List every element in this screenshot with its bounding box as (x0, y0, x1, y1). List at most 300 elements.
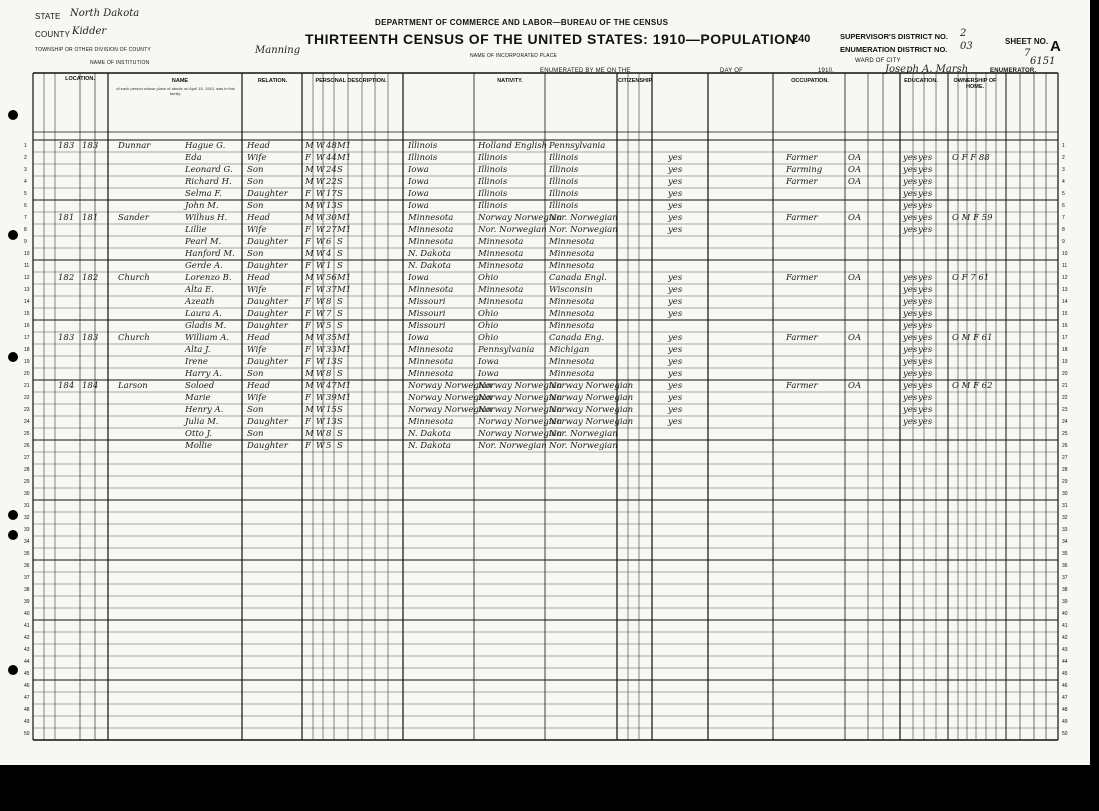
cell-can-read: yes (903, 417, 918, 427)
cell-age: 22 (326, 177, 337, 187)
ward-label: WARD OF CITY (855, 58, 901, 64)
page-title: THIRTEENTH CENSUS OF THE UNITED STATES: 1910—POPULATION (305, 31, 797, 47)
cell-marital: S (337, 369, 343, 379)
cell-father-birthplace: Minnesota (478, 285, 524, 295)
cell-can-read: yes (903, 165, 918, 175)
cell-mother-birthplace: Minnesota (549, 357, 595, 367)
row-number-left: 7 (24, 215, 27, 221)
cell-race: W (316, 213, 325, 223)
cell-can-write: yes (918, 333, 933, 343)
row-number-left: 42 (24, 635, 30, 641)
cell-birthplace: Illinois (408, 153, 438, 163)
cell-birthplace: Minnesota (408, 237, 454, 247)
row-number-left: 45 (24, 671, 30, 677)
cell-sex: M (305, 369, 314, 379)
row-number-left: 34 (24, 539, 30, 545)
cell-marital: M1 (337, 141, 352, 151)
cell-can-read: yes (903, 201, 918, 211)
row-number-left: 10 (24, 251, 30, 257)
township-label: TOWNSHIP OR OTHER DIVISION OF COUNTY (35, 47, 151, 53)
cell-age: 30 (326, 213, 337, 223)
row-number-right: 45 (1062, 671, 1068, 677)
row-number-left: 22 (24, 395, 30, 401)
enumeration-label: ENUMERATION DISTRICT NO. (840, 45, 948, 54)
cell-marital: S (337, 441, 343, 451)
cell-can-read: yes (903, 285, 918, 295)
cell-employer: OA (848, 273, 862, 283)
cell-race: W (316, 177, 325, 187)
cell-employer: OA (848, 177, 862, 187)
cell-marital: S (337, 297, 343, 307)
cell-dwelling: 183 (58, 141, 75, 151)
corner-number: 6151 (1030, 56, 1056, 67)
row-number-right: 14 (1062, 299, 1068, 305)
cell-age: 48 (326, 141, 337, 151)
row-number-left: 37 (24, 575, 30, 581)
row-number-right: 10 (1062, 251, 1068, 257)
cell-family: 183 (82, 333, 99, 343)
row-number-right: 24 (1062, 419, 1068, 425)
cell-father-birthplace: Norway Norwegian (478, 417, 563, 427)
row-number-right: 42 (1062, 635, 1068, 641)
cell-speaks-english: yes (668, 345, 683, 355)
row-number-left: 18 (24, 347, 30, 353)
row-number-left: 28 (24, 467, 30, 473)
cell-sex: M (305, 249, 314, 259)
cell-marital: M1 (337, 285, 352, 295)
cell-sex: F (305, 345, 311, 355)
cell-relation: Son (247, 405, 264, 415)
cell-father-birthplace: Iowa (478, 357, 499, 367)
row-number-right: 50 (1062, 731, 1068, 737)
col-personal: PERSONAL DESCRIPTION. (315, 78, 387, 84)
row-number-right: 36 (1062, 563, 1068, 569)
row-number-right: 29 (1062, 479, 1068, 485)
cell-birthplace: N. Dakota (408, 249, 451, 259)
cell-mother-birthplace: Illinois (549, 189, 579, 199)
cell-age: 37 (326, 285, 337, 295)
row-number-right: 13 (1062, 287, 1068, 293)
col-ownership: OWNERSHIP OF HOME. (953, 78, 997, 90)
cell-race: W (316, 405, 325, 415)
supervisor-value: 2 (960, 28, 967, 39)
year-label: 1910. (818, 68, 835, 74)
cell-surname: Church (118, 333, 150, 343)
cell-home-ownership: O F F 88 (952, 153, 990, 163)
cell-given-name: Henry A. (185, 405, 224, 415)
cell-birthplace: Norway Norwegian (408, 393, 493, 403)
row-number-right: 32 (1062, 515, 1068, 521)
row-number-right: 21 (1062, 383, 1068, 389)
row-number-right: 15 (1062, 311, 1068, 317)
cell-family: 184 (82, 381, 99, 391)
cell-mother-birthplace: Michigan (549, 345, 590, 355)
cell-age: 8 (326, 297, 332, 307)
cell-marital: S (337, 165, 343, 175)
cell-given-name: Gerde A. (185, 261, 223, 271)
cell-birthplace: Minnesota (408, 285, 454, 295)
row-number-right: 4 (1062, 179, 1065, 185)
row-number-right: 47 (1062, 695, 1068, 701)
cell-given-name: Lorenzo B. (185, 273, 232, 283)
cell-given-name: Alta E. (185, 285, 214, 295)
row-number-right: 7 (1062, 215, 1065, 221)
cell-can-write: yes (918, 165, 933, 175)
cell-given-name: Marie (185, 393, 211, 403)
cell-family: 183 (82, 141, 99, 151)
row-number-left: 9 (24, 239, 27, 245)
cell-relation: Son (247, 429, 264, 439)
cell-age: 24 (326, 165, 337, 175)
cell-can-write: yes (918, 405, 933, 415)
row-number-left: 41 (24, 623, 30, 629)
cell-birthplace: Minnesota (408, 417, 454, 427)
cell-can-write: yes (918, 357, 933, 367)
cell-can-read: yes (903, 189, 918, 199)
row-number-left: 24 (24, 419, 30, 425)
state-value: North Dakota (70, 8, 140, 19)
sheet-value: 7 (1024, 48, 1031, 59)
cell-speaks-english: yes (668, 225, 683, 235)
cell-relation: Son (247, 369, 264, 379)
cell-sex: M (305, 333, 314, 343)
cell-given-name: Irene (185, 357, 208, 367)
cell-marital: M1 (337, 273, 352, 283)
cell-father-birthplace: Ohio (478, 321, 499, 331)
row-number-left: 6 (24, 203, 27, 209)
row-number-left: 25 (24, 431, 30, 437)
row-number-right: 28 (1062, 467, 1068, 473)
col-education: EDUCATION. (904, 78, 938, 84)
cell-relation: Daughter (247, 309, 288, 319)
cell-race: W (316, 153, 325, 163)
row-number-left: 29 (24, 479, 30, 485)
cell-race: W (316, 297, 325, 307)
cell-occupation: Farming (786, 165, 823, 175)
cell-birthplace: Missouri (408, 321, 446, 331)
cell-age: 1 (326, 261, 332, 271)
department-heading: DEPARTMENT OF COMMERCE AND LABOR—BUREAU OF THE CENSUS (375, 18, 669, 27)
row-number-right: 11 (1062, 263, 1068, 269)
cell-race: W (316, 285, 325, 295)
cell-age: 8 (326, 429, 332, 439)
col-name: NAME (171, 78, 189, 84)
cell-sex: M (305, 429, 314, 439)
cell-race: W (316, 357, 325, 367)
cell-can-read: yes (903, 153, 918, 163)
row-number-left: 50 (24, 731, 30, 737)
row-number-right: 26 (1062, 443, 1068, 449)
cell-family: 181 (82, 213, 99, 223)
cell-mother-birthplace: Nor. Norwegian (549, 225, 618, 235)
cell-birthplace: Minnesota (408, 225, 454, 235)
row-number-left: 47 (24, 695, 30, 701)
cell-race: W (316, 165, 325, 175)
cell-speaks-english: yes (668, 417, 683, 427)
cell-mother-birthplace: Nor. Norwegian (549, 213, 618, 223)
row-number-right: 8 (1062, 227, 1065, 233)
col-nativity: NATIVITY. (497, 78, 523, 84)
cell-birthplace: Minnesota (408, 357, 454, 367)
cell-sex: F (305, 225, 311, 235)
row-number-left: 30 (24, 491, 30, 497)
cell-marital: S (337, 249, 343, 259)
row-number-left: 20 (24, 371, 30, 377)
cell-mother-birthplace: Nor. Norwegian (549, 441, 618, 451)
institution-label: NAME OF INSTITUTION (90, 60, 150, 66)
cell-race: W (316, 345, 325, 355)
row-number-left: 43 (24, 647, 30, 653)
cell-given-name: Wilhus H. (185, 213, 228, 223)
cell-birthplace: Minnesota (408, 213, 454, 223)
cell-relation: Daughter (247, 261, 288, 271)
cell-birthplace: Norway Norwegian (408, 405, 493, 415)
cell-speaks-english: yes (668, 381, 683, 391)
cell-can-write: yes (918, 321, 933, 331)
col-occupation: OCCUPATION. (791, 78, 829, 84)
cell-father-birthplace: Minnesota (478, 237, 524, 247)
cell-given-name: Laura A. (185, 309, 222, 319)
row-number-left: 35 (24, 551, 30, 557)
cell-mother-birthplace: Illinois (549, 177, 579, 187)
row-number-left: 1 (24, 143, 27, 149)
cell-home-ownership: O M F 62 (952, 381, 993, 391)
cell-marital: S (337, 321, 343, 331)
cell-relation: Head (247, 141, 270, 151)
cell-dwelling: 183 (58, 333, 75, 343)
cell-age: 7 (326, 309, 332, 319)
township-value: Manning (255, 45, 301, 56)
row-number-right: 16 (1062, 323, 1068, 329)
cell-given-name: William A. (185, 333, 230, 343)
cell-birthplace: Iowa (408, 177, 429, 187)
cell-speaks-english: yes (668, 297, 683, 307)
cell-mother-birthplace: Minnesota (549, 321, 595, 331)
row-number-left: 15 (24, 311, 30, 317)
cell-sex: F (305, 261, 311, 271)
row-number-left: 40 (24, 611, 30, 617)
row-number-left: 5 (24, 191, 27, 197)
cell-marital: S (337, 405, 343, 415)
row-number-right: 37 (1062, 575, 1068, 581)
cell-can-write: yes (918, 381, 933, 391)
row-number-left: 38 (24, 587, 30, 593)
cell-mother-birthplace: Minnesota (549, 261, 595, 271)
row-number-right: 12 (1062, 275, 1068, 281)
row-number-left: 3 (24, 167, 27, 173)
cell-father-birthplace: Norway Norwegian (478, 213, 563, 223)
sheet-side: A (1050, 38, 1061, 55)
sheet-label: SHEET NO. (1005, 37, 1049, 46)
cell-age: 39 (326, 393, 337, 403)
cell-mother-birthplace: Norway Norwegian (549, 381, 634, 391)
cell-mother-birthplace: Illinois (549, 165, 579, 175)
cell-surname: Sander (118, 213, 149, 223)
cell-marital: S (337, 357, 343, 367)
row-number-right: 20 (1062, 371, 1068, 377)
row-number-left: 23 (24, 407, 30, 413)
cell-race: W (316, 141, 325, 151)
row-number-left: 17 (24, 335, 30, 341)
county-value: Kidder (72, 26, 107, 37)
cell-can-read: yes (903, 357, 918, 367)
cell-father-birthplace: Illinois (478, 177, 508, 187)
row-number-left: 46 (24, 683, 30, 689)
state-label: STATE (35, 12, 61, 21)
row-number-left: 12 (24, 275, 30, 281)
cell-father-birthplace: Holland English (478, 141, 548, 151)
cell-relation: Head (247, 381, 270, 391)
row-number-right: 25 (1062, 431, 1068, 437)
cell-relation: Son (247, 201, 264, 211)
cell-speaks-english: yes (668, 189, 683, 199)
cell-given-name: Leonard G. (185, 165, 233, 175)
cell-mother-birthplace: Minnesota (549, 369, 595, 379)
cell-father-birthplace: Iowa (478, 369, 499, 379)
cell-marital: S (337, 177, 343, 187)
cell-can-write: yes (918, 177, 933, 187)
cell-birthplace: N. Dakota (408, 429, 451, 439)
cell-father-birthplace: Ohio (478, 273, 499, 283)
cell-occupation: Farmer (786, 381, 818, 391)
cell-mother-birthplace: Norway Norwegian (549, 393, 634, 403)
cell-mother-birthplace: Minnesota (549, 297, 595, 307)
cell-speaks-english: yes (668, 393, 683, 403)
row-number-left: 27 (24, 455, 30, 461)
cell-relation: Head (247, 273, 270, 283)
cell-can-write: yes (918, 213, 933, 223)
cell-can-write: yes (918, 285, 933, 295)
row-number-right: 9 (1062, 239, 1065, 245)
col-citizenship: CITIZENSHIP. (618, 78, 654, 84)
cell-birthplace: Iowa (408, 273, 429, 283)
cell-age: 56 (326, 273, 337, 283)
row-number-left: 26 (24, 443, 30, 449)
cell-relation: Wife (247, 345, 267, 355)
cell-sex: M (305, 177, 314, 187)
cell-given-name: Soloed (185, 381, 215, 391)
cell-relation: Daughter (247, 237, 288, 247)
cell-birthplace: Illinois (408, 141, 438, 151)
cell-mother-birthplace: Illinois (549, 201, 579, 211)
row-number-left: 32 (24, 515, 30, 521)
cell-age: 33 (326, 345, 337, 355)
cell-marital: M1 (337, 213, 352, 223)
cell-sex: F (305, 189, 311, 199)
row-number-right: 34 (1062, 539, 1068, 545)
cell-employer: OA (848, 213, 862, 223)
cell-mother-birthplace: Wisconsin (549, 285, 593, 295)
cell-age: 44 (326, 153, 337, 163)
cell-speaks-english: yes (668, 405, 683, 415)
cell-father-birthplace: Illinois (478, 153, 508, 163)
cell-relation: Son (247, 165, 264, 175)
cell-race: W (316, 393, 325, 403)
cell-age: 5 (326, 441, 332, 451)
cell-mother-birthplace: Minnesota (549, 249, 595, 259)
cell-surname: Church (118, 273, 150, 283)
cell-sex: M (305, 141, 314, 151)
cell-father-birthplace: Norway Norwegian (478, 393, 563, 403)
county-label: COUNTY (35, 30, 70, 39)
cell-birthplace: Iowa (408, 165, 429, 175)
cell-can-read: yes (903, 333, 918, 343)
cell-birthplace: Iowa (408, 189, 429, 199)
cell-home-ownership: O F 7 61 (952, 273, 990, 283)
cell-home-ownership: O M F 59 (952, 213, 993, 223)
cell-father-birthplace: Nor. Norwegian (478, 225, 547, 235)
cell-age: 13 (326, 357, 337, 367)
cell-marital: M1 (337, 345, 352, 355)
cell-race: W (316, 321, 325, 331)
cell-mother-birthplace: Minnesota (549, 237, 595, 247)
row-number-left: 14 (24, 299, 30, 305)
row-number-right: 33 (1062, 527, 1068, 533)
cell-speaks-english: yes (668, 357, 683, 367)
cell-dwelling: 184 (58, 381, 75, 391)
row-number-right: 22 (1062, 395, 1068, 401)
row-number-right: 43 (1062, 647, 1068, 653)
cell-speaks-english: yes (668, 177, 683, 187)
cell-can-read: yes (903, 309, 918, 319)
row-number-left: 13 (24, 287, 30, 293)
cell-mother-birthplace: Pennsylvania (549, 141, 606, 151)
cell-can-write: yes (918, 417, 933, 427)
cell-birthplace: Iowa (408, 333, 429, 343)
cell-given-name: Richard H. (185, 177, 232, 187)
cell-sex: F (305, 321, 311, 331)
cell-age: 15 (326, 405, 337, 415)
cell-race: W (316, 309, 325, 319)
row-number-right: 19 (1062, 359, 1068, 365)
cell-can-write: yes (918, 345, 933, 355)
row-number-right: 6 (1062, 203, 1065, 209)
cell-given-name: Lillie (185, 225, 207, 235)
cell-marital: S (337, 237, 343, 247)
row-number-left: 11 (24, 263, 30, 269)
row-number-right: 49 (1062, 719, 1068, 725)
cell-age: 17 (326, 189, 337, 199)
cell-given-name: John M. (185, 201, 219, 211)
cell-birthplace: Missouri (408, 309, 446, 319)
row-number-right: 31 (1062, 503, 1068, 509)
cell-mother-birthplace: Norway Norwegian (549, 405, 634, 415)
printed-sheet-number: 240 (792, 33, 811, 45)
row-number-left: 8 (24, 227, 27, 233)
cell-father-birthplace: Norway Norwegian (478, 381, 563, 391)
row-number-left: 2 (24, 155, 27, 161)
cell-occupation: Farmer (786, 333, 818, 343)
cell-birthplace: Norway Norwegian (408, 381, 493, 391)
cell-speaks-english: yes (668, 333, 683, 343)
cell-age: 4 (326, 249, 332, 259)
cell-can-write: yes (918, 393, 933, 403)
cell-given-name: Selma F. (185, 189, 222, 199)
row-number-right: 18 (1062, 347, 1068, 353)
row-number-right: 5 (1062, 191, 1065, 197)
cell-speaks-english: yes (668, 285, 683, 295)
cell-relation: Daughter (247, 417, 288, 427)
cell-marital: M1 (337, 225, 352, 235)
cell-age: 5 (326, 321, 332, 331)
cell-sex: M (305, 405, 314, 415)
cell-race: W (316, 189, 325, 199)
cell-birthplace: Missouri (408, 297, 446, 307)
cell-father-birthplace: Norway Norwegian (478, 429, 563, 439)
cell-can-write: yes (918, 153, 933, 163)
row-number-left: 39 (24, 599, 30, 605)
cell-sex: F (305, 237, 311, 247)
